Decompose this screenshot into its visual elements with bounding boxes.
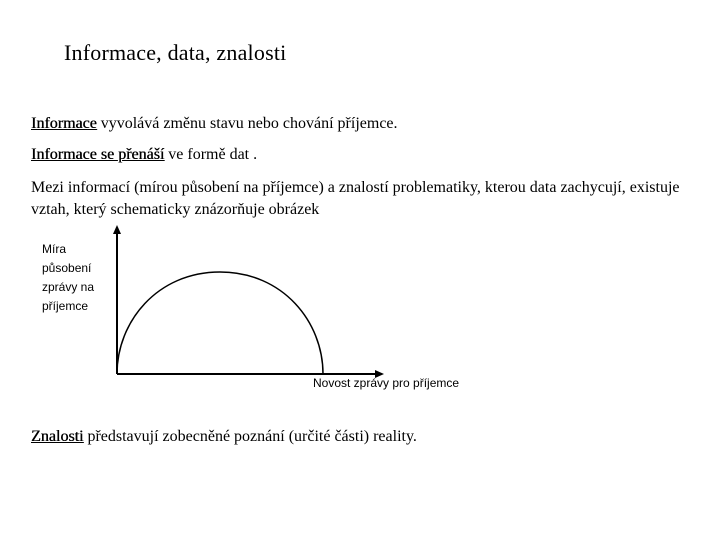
relationship-curve xyxy=(117,272,323,374)
term-informace-prenos: Informace se přenáší xyxy=(31,146,165,163)
paragraph-informace-text: vyvolává změnu stavu nebo chování příjemce. xyxy=(96,115,398,132)
term-znalosti: Znalosti xyxy=(31,428,84,445)
paragraph-prenos-text: ve formě dat . xyxy=(164,146,258,163)
y-axis-label: Míra působení zprávy na příjemce xyxy=(42,242,95,313)
slide-title: Informace, data, znalosti xyxy=(64,40,287,65)
paragraph-znalosti-text: představují zobecněné poznání (určité části) reality. xyxy=(83,428,417,445)
paragraph-vztah: Mezi informací (mírou působení na příjemce) a znalostí problematiky, kterou data zachycují, existuje vztah, který schematicky znázorňuje obrázek xyxy=(31,179,680,218)
paragraph-znalosti xyxy=(31,426,691,448)
y-axis-arrow-icon xyxy=(113,225,121,234)
term-informace: Informace xyxy=(31,115,97,132)
x-axis-label: Novost zprávy pro příjemce xyxy=(313,376,460,390)
